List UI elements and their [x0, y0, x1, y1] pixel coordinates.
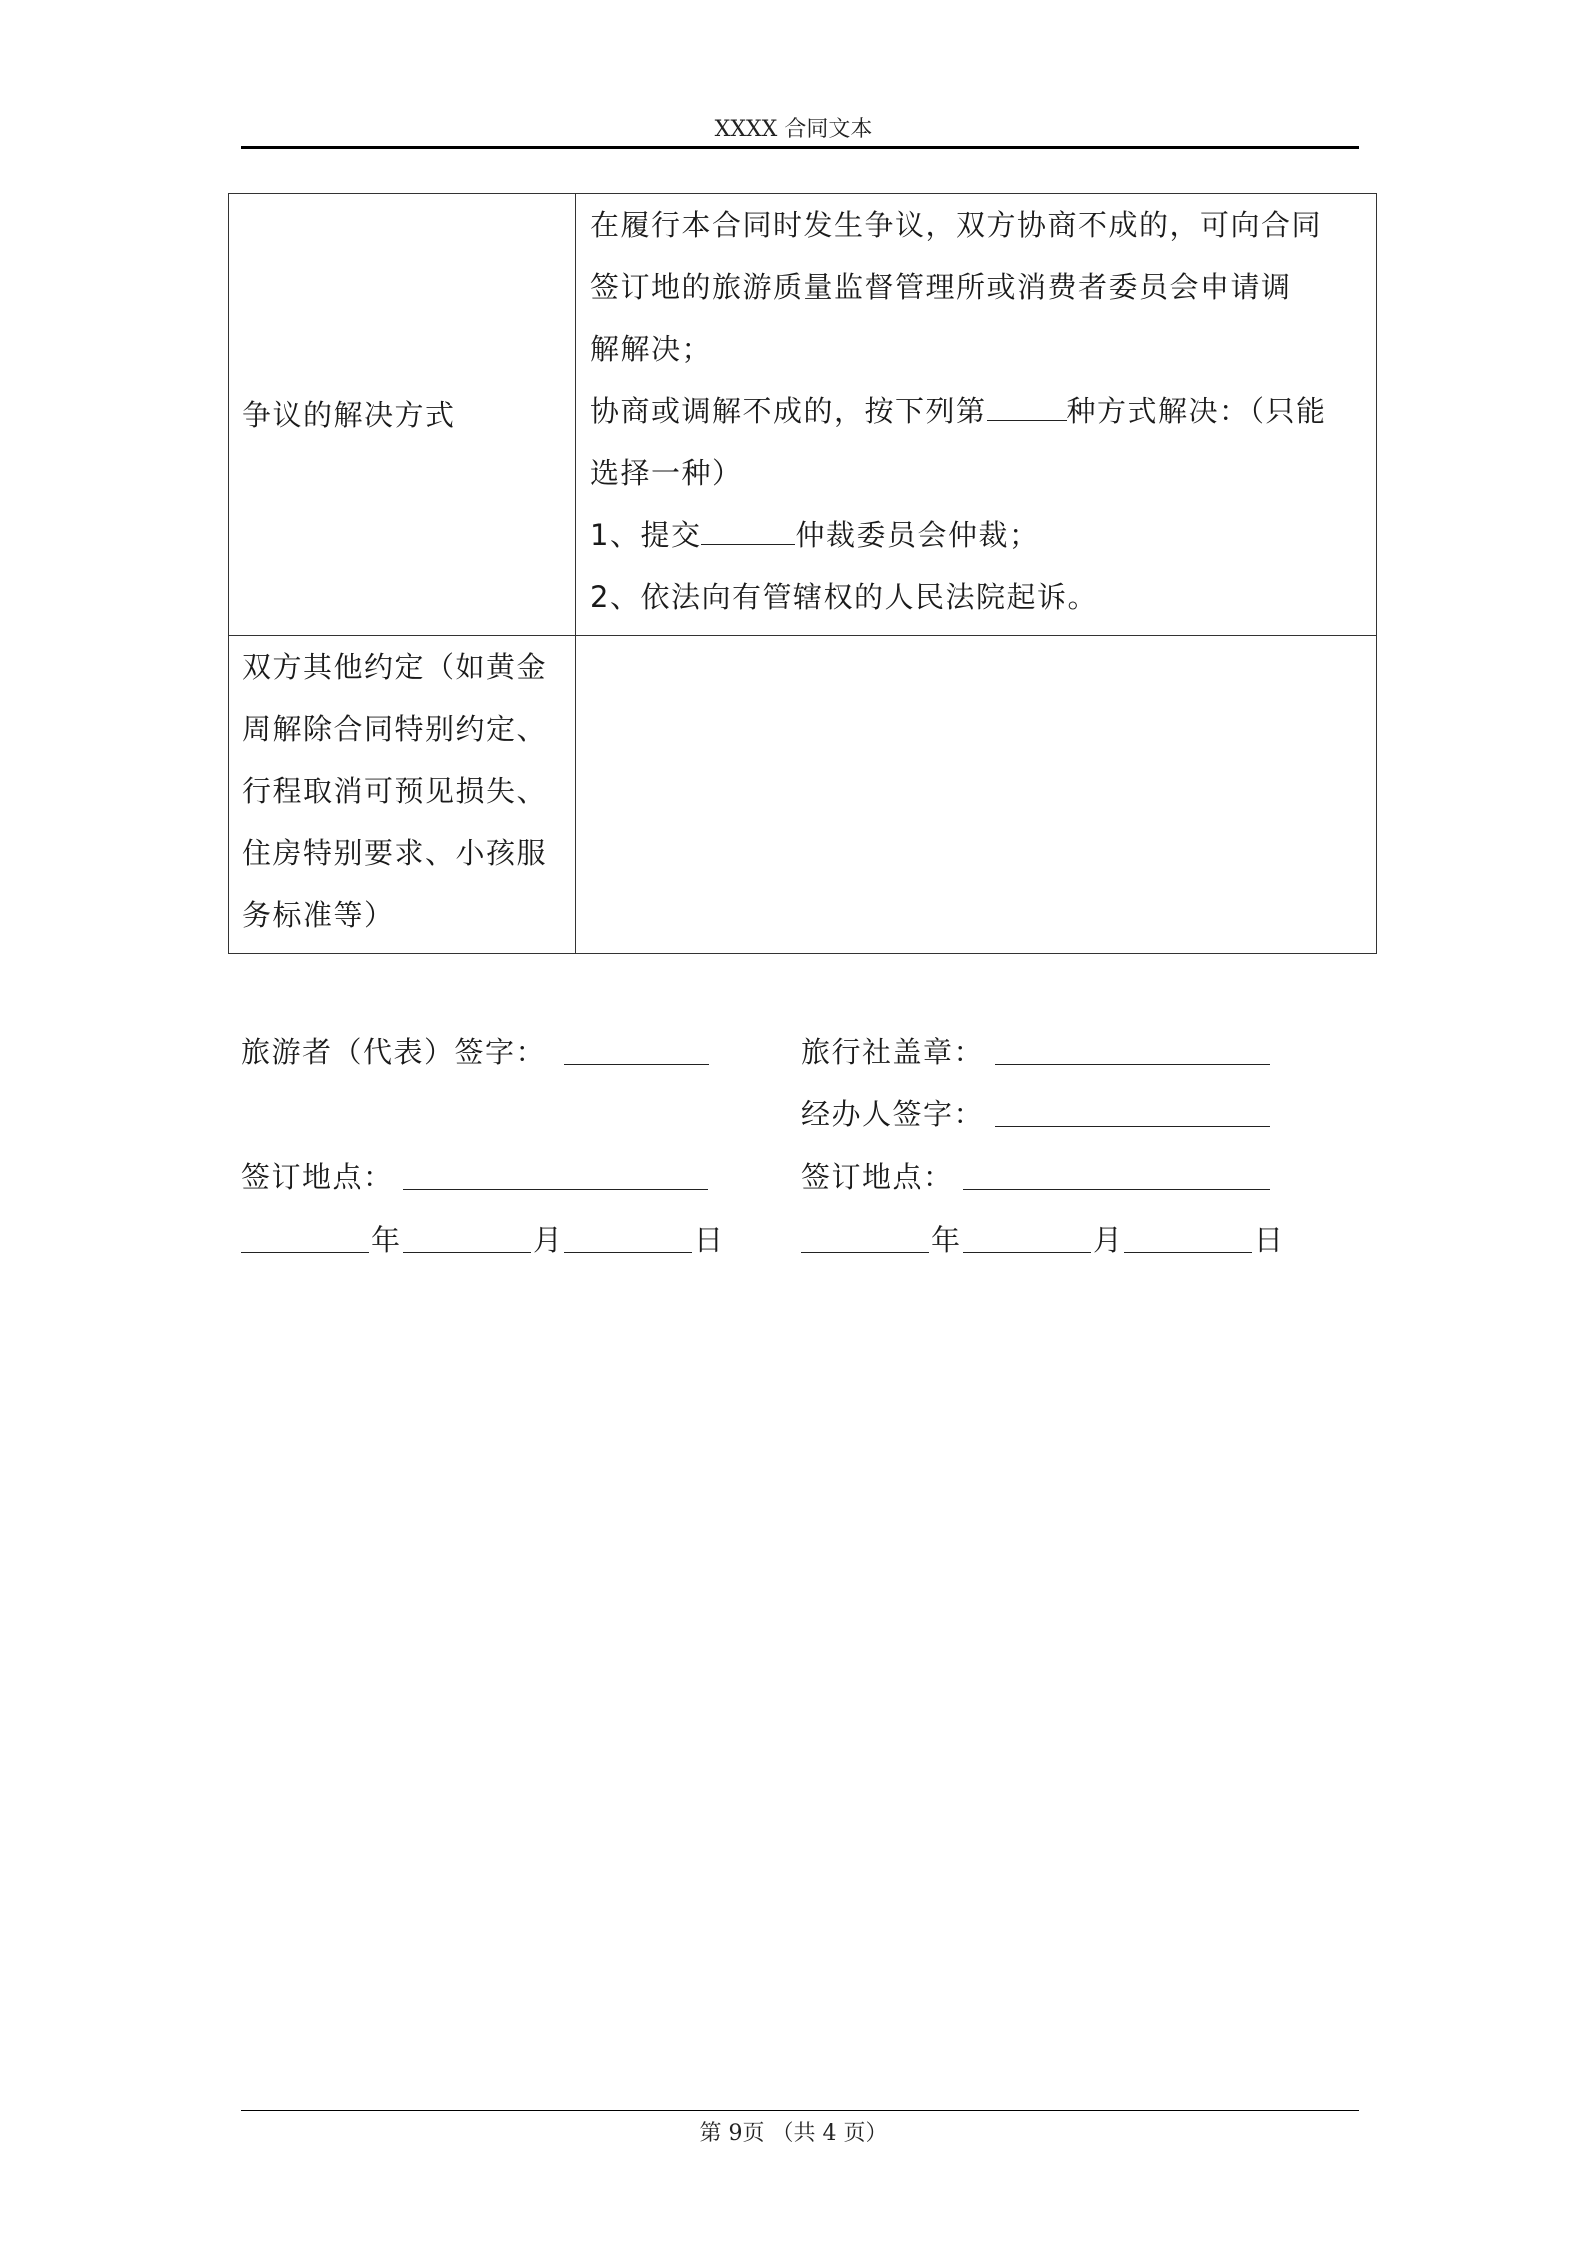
dispute-value-cell: [576, 194, 1377, 636]
other-agreement-label-line: 双方其他约定（如黄金: [242, 650, 548, 684]
dispute-line-text: 种方式解决：（只能: [1066, 394, 1327, 428]
signing-place-field-right[interactable]: [963, 1189, 1270, 1190]
agent-signature-label: 经办人签字：: [801, 1097, 985, 1131]
day-label-right: 日: [1254, 1223, 1285, 1257]
agency-seal-label: 旅行社盖章：: [801, 1035, 985, 1069]
agent-signature-field[interactable]: [995, 1126, 1270, 1127]
tourist-signature-field[interactable]: [564, 1064, 709, 1065]
month-field-right[interactable]: [963, 1252, 1091, 1253]
day-field-right[interactable]: [1124, 1252, 1252, 1253]
year-field-right[interactable]: [801, 1252, 929, 1253]
header-rule: [241, 146, 1359, 149]
month-field-left[interactable]: [403, 1252, 531, 1253]
other-agreement-label-line: 行程取消可预见损失、: [242, 774, 548, 808]
other-agreement-label-line: 务标准等）: [242, 898, 395, 932]
table-row: [229, 194, 1377, 636]
signing-place-label-left: 签订地点：: [241, 1160, 394, 1194]
month-label-right: 月: [1093, 1223, 1124, 1257]
option-1-text: 1、提交: [590, 518, 702, 552]
other-agreement-label-line: 周解除合同特别约定、: [242, 712, 548, 746]
footer-rule: [241, 2110, 1359, 2111]
option-1-line: [590, 504, 1376, 566]
contract-table: [228, 193, 1377, 954]
agency-seal-field[interactable]: [995, 1064, 1270, 1065]
option-1-text: 仲裁委员会仲裁；: [795, 518, 1040, 552]
page-number: 第 9页 （共 4 页）: [699, 2121, 888, 2146]
dispute-label-cell: [229, 194, 576, 636]
dispute-line-text: 协商或调解不成的，按下列第: [590, 394, 987, 428]
day-label-left: 日: [694, 1223, 725, 1257]
table-row: [229, 636, 1377, 954]
other-agreement-label-line: 住房特别要求、小孩服: [242, 836, 548, 870]
method-number-blank[interactable]: [987, 396, 1067, 421]
dispute-line: [590, 380, 1376, 442]
day-field-left[interactable]: [564, 1252, 692, 1253]
signing-place-label-right: 签订地点：: [801, 1160, 954, 1194]
month-label-left: 月: [533, 1223, 564, 1257]
year-field-left[interactable]: [241, 1252, 369, 1253]
header-title: XXXX 合同文本: [714, 117, 873, 142]
signing-place-field-left[interactable]: [403, 1189, 708, 1190]
dispute-line: 在履行本合同时发生争议，双方协商不成的，可向合同: [590, 208, 1323, 242]
dispute-line: 选择一种）: [590, 456, 743, 490]
dispute-label: 争议的解决方式: [242, 397, 456, 432]
dispute-line: 解解决；: [590, 332, 713, 366]
other-agreement-label-cell: [229, 636, 576, 954]
other-agreement-value-cell[interactable]: [576, 636, 1377, 954]
arbitration-committee-blank[interactable]: [701, 520, 795, 545]
option-2-line: 2、依法向有管辖权的人民法院起诉。: [590, 580, 1098, 614]
year-label-left: 年: [371, 1223, 402, 1257]
tourist-signature-label: 旅游者（代表）签字：: [241, 1035, 547, 1069]
year-label-right: 年: [931, 1223, 962, 1257]
dispute-line: 签订地的旅游质量监督管理所或消费者委员会申请调: [590, 270, 1292, 304]
